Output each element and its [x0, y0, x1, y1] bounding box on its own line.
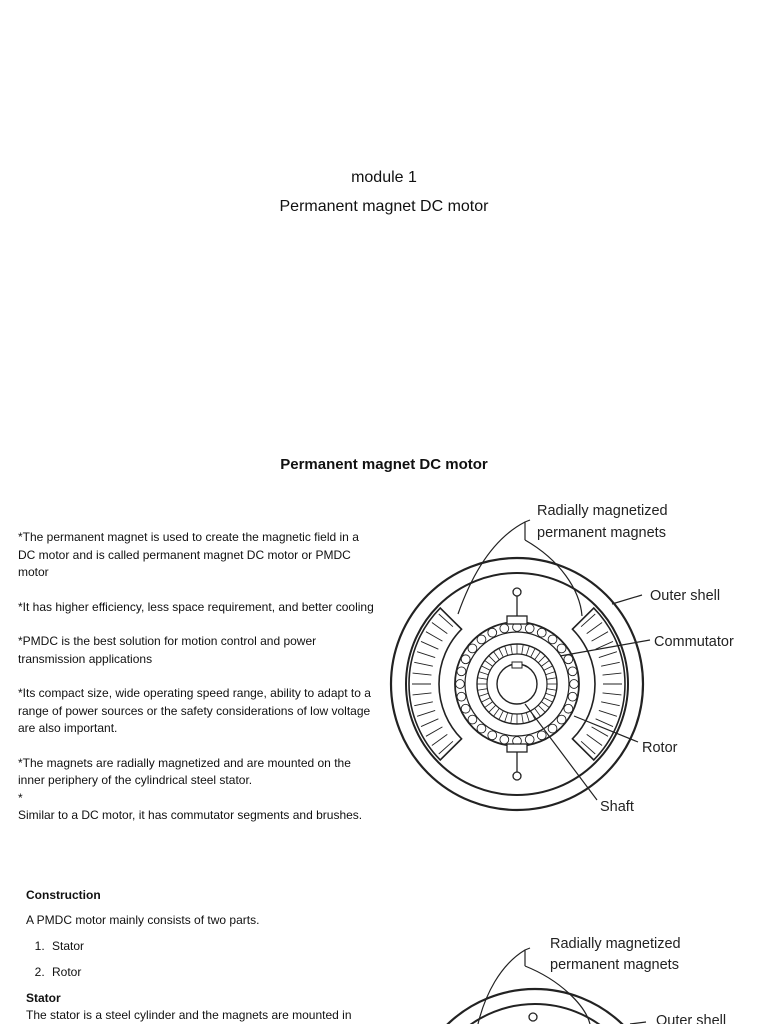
rotor-slot — [537, 628, 546, 637]
construction-heading: Construction — [26, 888, 101, 902]
page-title: Permanent magnet DC motor — [279, 198, 489, 215]
construction-section — [26, 887, 396, 1024]
rotor-slot — [477, 635, 486, 644]
commutator-segment — [546, 693, 556, 696]
bullet-point: *Its compact size, wide operating speed range, ability to adapt to a range of power sources or the safety considerations of low voltage are also important. — [18, 686, 371, 735]
stator-text: The stator is a steel cylinder and the magnets are mounted in — [26, 1008, 352, 1022]
label-outer-shell: Outer shell — [656, 1013, 727, 1024]
stator-heading: Stator — [26, 991, 61, 1005]
commutator-segment — [493, 708, 499, 716]
commutator-segment — [547, 689, 557, 691]
bullet-point: *PMDC is the best solution for motion control and power transmission applications — [18, 634, 317, 666]
module-label: module 1 — [351, 169, 417, 186]
bullet-point: *The permanent magnet is used to create the magnetic field in a DC motor and is called permanent magnet DC motor or PMDC motor — [18, 530, 359, 579]
rotor-slot — [461, 704, 470, 713]
label-magnets-line2: permanent magnets — [537, 525, 666, 541]
commutator-segment — [485, 660, 493, 666]
commutator-segment — [541, 702, 549, 708]
label-commutator: Commutator — [654, 634, 734, 650]
label-shaft: Shaft — [600, 799, 634, 815]
rotor-slot — [564, 704, 573, 713]
rotor-slot — [564, 655, 573, 664]
rotor-slot — [500, 735, 509, 744]
rotor-slot — [557, 644, 566, 653]
commutator-segment — [511, 714, 513, 724]
list-item: 2. Rotor — [48, 964, 396, 981]
rotor-slot — [468, 715, 477, 724]
bullet-list — [18, 529, 378, 825]
commutator-segment — [544, 666, 553, 671]
shaft-key — [512, 662, 522, 668]
rotor-slot — [488, 628, 497, 637]
rotor-slot — [537, 731, 546, 740]
rotor-slot — [461, 655, 470, 664]
commutator-segment — [479, 672, 489, 675]
rotor-slot — [525, 735, 534, 744]
label-magnets-line1: Radially magnetized — [537, 503, 668, 519]
rotor-slot — [500, 624, 509, 633]
brush-bottom — [507, 744, 527, 752]
commutator-segment — [477, 678, 487, 680]
rotor-slot — [568, 667, 577, 676]
slide-heading: Permanent magnet DC motor — [280, 456, 488, 473]
rotor-slot — [456, 680, 465, 689]
commutator-segment — [526, 646, 529, 656]
construction-intro: A PMDC motor mainly consists of two parts. — [26, 913, 260, 927]
label-outer-shell: Outer shell — [650, 588, 721, 604]
commutator-segment — [499, 711, 504, 720]
rotor-slot — [457, 667, 466, 676]
commutator-segment — [511, 644, 513, 654]
commutator-segment — [535, 652, 541, 660]
label-rotor: Rotor — [642, 740, 678, 756]
rotor-slot — [570, 680, 579, 689]
rotor-slot — [548, 724, 557, 733]
commutator-segment — [479, 693, 489, 696]
commutator-segment — [538, 656, 545, 663]
commutator-segment — [499, 648, 504, 657]
commutator-segment — [493, 652, 499, 660]
commutator-segment — [489, 656, 496, 663]
parts-list — [26, 938, 396, 981]
bullet-point: Similar to a DC motor, it has commutator segments and brushes. — [18, 808, 363, 822]
bullet-point: * — [18, 790, 23, 805]
commutator-segment — [531, 648, 536, 657]
rotor-slot — [525, 624, 534, 633]
rotor-slot — [468, 644, 477, 653]
label-magnets-line1: Radially magnetized — [550, 936, 681, 952]
commutator-segment — [481, 698, 490, 703]
commutator-segment — [489, 705, 496, 712]
pmdc-motor-diagram-2 — [430, 930, 768, 1024]
rotor-slot — [488, 731, 497, 740]
commutator-segment — [547, 678, 557, 680]
rotor-slot — [477, 724, 486, 733]
rotor-slot — [568, 692, 577, 701]
bullet-point: *The magnets are radially magnetized and are mounted on the inner periphery of the cylindrical steel stator. — [18, 755, 351, 787]
commutator-segment — [541, 660, 549, 666]
commutator-segment — [526, 713, 529, 723]
rotor-slot — [557, 715, 566, 724]
shaft — [497, 664, 537, 704]
commutator-segment — [538, 705, 545, 712]
commutator-segment — [485, 702, 493, 708]
list-item: 1. Stator — [48, 938, 396, 955]
commutator-segment — [522, 644, 524, 654]
commutator-segment — [522, 714, 524, 724]
commutator-segment — [535, 708, 541, 716]
commutator-segment — [546, 672, 556, 675]
brush-top — [507, 616, 527, 624]
commutator-segment — [505, 646, 508, 656]
rotor-slot — [457, 692, 466, 701]
bullet-point: *It has higher efficiency, less space requirement, and better cooling — [18, 599, 374, 614]
label-magnets-line2: permanent magnets — [550, 957, 679, 973]
pmdc-motor-diagram — [385, 495, 768, 825]
commutator-segment — [505, 713, 508, 723]
rotor-slot — [548, 635, 557, 644]
commutator-segment — [477, 689, 487, 691]
commutator-segment — [544, 698, 553, 703]
commutator-segment — [481, 666, 490, 671]
